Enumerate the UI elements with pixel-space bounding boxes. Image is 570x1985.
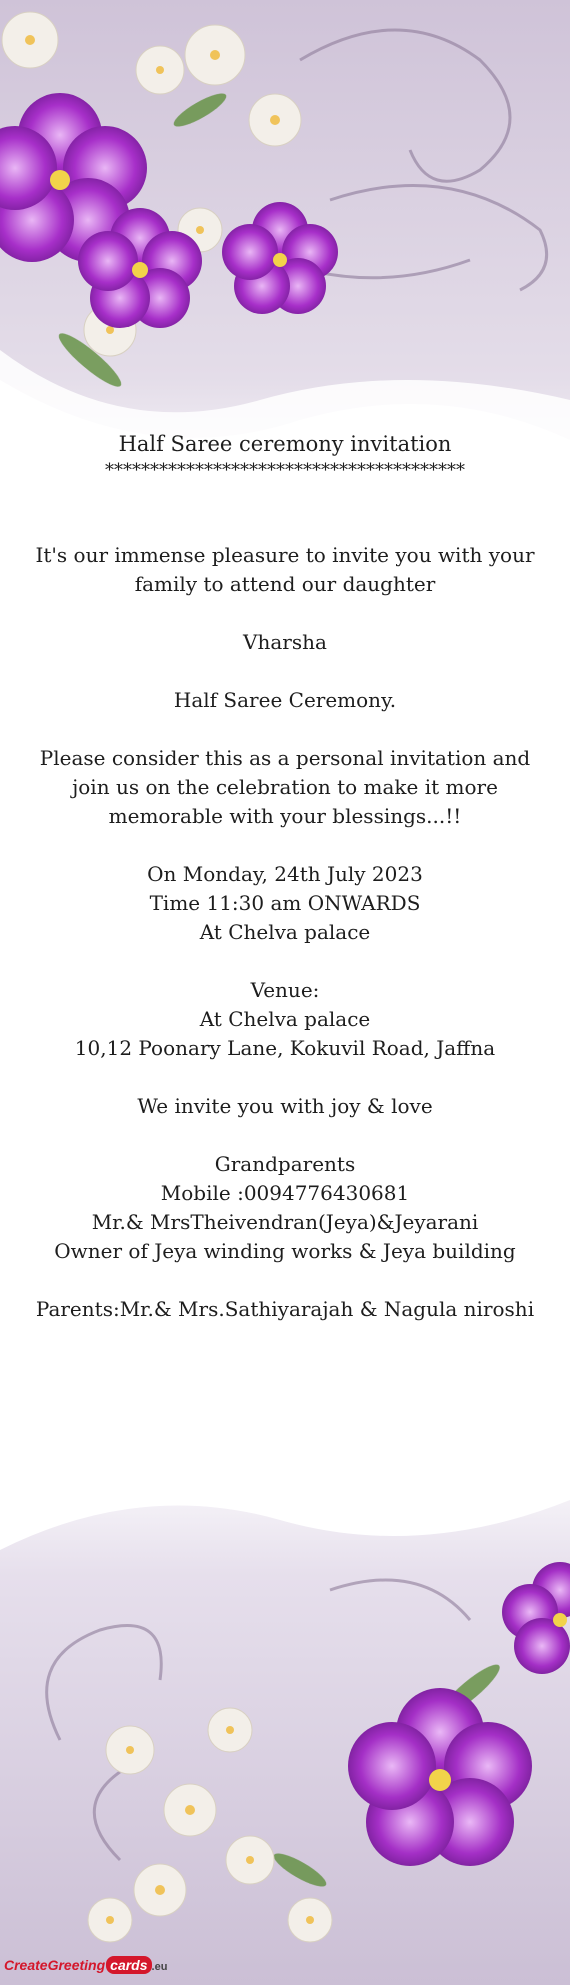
event-time: Time 11:30 am ONWARDS — [149, 891, 421, 915]
bottom-floral-decoration — [0, 1440, 570, 1985]
intro-text: It's our immense pleasure to invite you with your family to attend our daughter — [35, 543, 535, 596]
venue-label: Venue: — [250, 978, 320, 1002]
event-date: On Monday, 24th July 2023 — [147, 862, 423, 886]
invitation-title: Half Saree ceremony invitation — [118, 432, 452, 456]
ceremony-name: Half Saree Ceremony. — [173, 688, 397, 712]
daughter-name: Vharsha — [243, 630, 327, 654]
invitation-text — [20, 430, 550, 1324]
divider-stars: **************************************** — [105, 460, 465, 481]
mobile-number: Mobile :0094776430681 — [160, 1181, 410, 1205]
business-line: Owner of Jeya winding works & Jeya building — [54, 1239, 516, 1263]
closing-line: We invite you with joy & love — [137, 1094, 433, 1118]
site-logo[interactable] — [4, 1950, 167, 1980]
logo-text-main: CreateGreeting — [4, 1957, 106, 1973]
event-place: At Chelva palace — [199, 920, 371, 944]
parents-line: Parents:Mr.& Mrs.Sathiyarajah & Nagula niroshi — [35, 1297, 535, 1321]
logo-text-domain: .eu — [151, 1961, 168, 1973]
logo-text-cards: cards — [106, 1956, 151, 1974]
request-text: Please consider this as a personal invitation and join us on the celebration to make it more memorable with your blessings...!! — [39, 746, 531, 828]
grandparents-names: Mr.& MrsTheivendran(Jeya)&Jeyarani — [91, 1210, 479, 1234]
grandparents-label: Grandparents — [214, 1152, 356, 1176]
venue-name: At Chelva palace — [199, 1007, 371, 1031]
venue-address: 10,12 Poonary Lane, Kokuvil Road, Jaffna — [74, 1036, 496, 1060]
